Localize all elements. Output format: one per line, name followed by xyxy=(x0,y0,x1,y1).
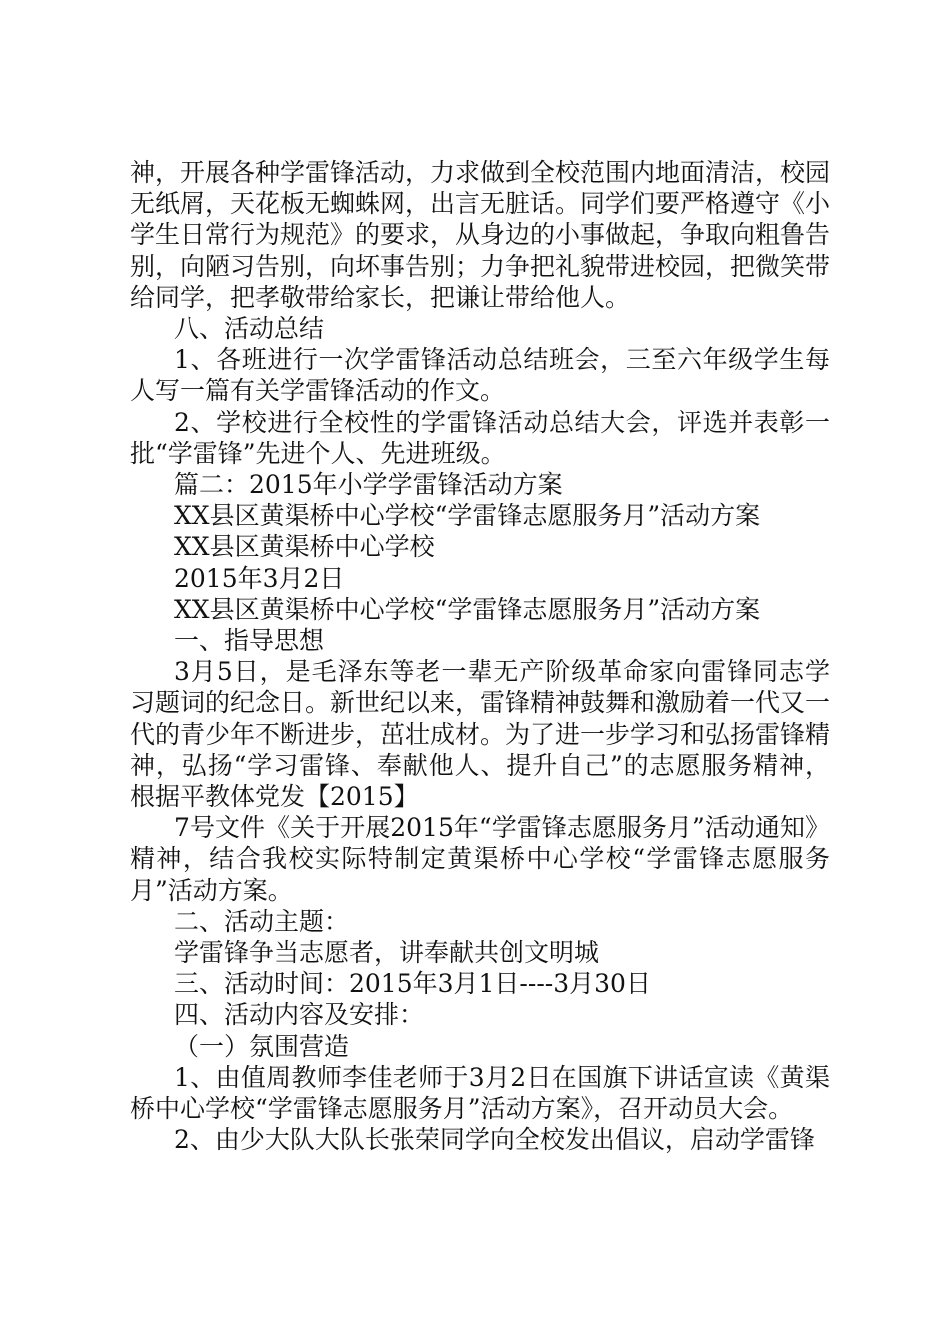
paragraph: 3月5日，是毛泽东等老一辈无产阶级革命家向雷锋同志学习题词的纪念日。新世纪以来，雷锋精神鼓舞和激励着一代又一代的青少年不断进步，茁壮成材。为了进一步学习和弘扬雷锋精神，弘扬“学习雷锋、奉献他人、提升自己”的志愿服务精神，根据平教体党发【2015】 xyxy=(130,657,831,812)
paragraph: 1、各班进行一次学雷锋活动总结班会，三至六年级学生每人写一篇有关学雷锋活动的作文。 xyxy=(130,345,830,406)
paragraph: 2、学校进行全校性的学雷锋活动总结大会，评选并表彰一批“学雷锋”先进个人、先进班级。 xyxy=(130,407,830,468)
document-body xyxy=(130,157,830,1156)
section-heading: 篇二：2015年小学学雷锋活动方案 xyxy=(174,470,563,500)
section-heading: 三、活动时间：2015年3月1日----3月30日 xyxy=(174,969,651,999)
paragraph: 1、由值周教师李佳老师于3月2日在国旗下讲话宣读《黄渠桥中心学校“学雷锋志愿服务月”活动方案》，召开动员大会。 xyxy=(130,1062,830,1124)
paragraph: 神，开展各种学雷锋活动，力求做到全校范围内地面清洁，校园无纸屑，天花板无蜘蛛网，出言无脏话。同学们要严格遵守《小学生日常行为规范》的要求，从身边的小事做起，争取向粗鲁告别，向陋习告别，向坏事告别；力争把礼貌带进校园，把微笑带给同学，把孝敬带给家长，把谦让带给他人。 xyxy=(130,158,831,312)
section-heading: 二、活动主题： xyxy=(174,906,350,936)
subsection-heading: （一）氛围营造 xyxy=(174,1031,350,1061)
document-date: 2015年3月2日 xyxy=(174,563,345,593)
section-heading: 一、指导思想 xyxy=(174,626,325,656)
document-title: XX县区黄渠桥中心学校“学雷锋志愿服务月”活动方案 xyxy=(174,594,761,624)
document-title: XX县区黄渠桥中心学校“学雷锋志愿服务月”活动方案 xyxy=(174,501,761,531)
paragraph: 2、由少大队大队长张荣同学向全校发出倡议，启动学雷锋 xyxy=(174,1125,815,1155)
document-author: XX县区黄渠桥中心学校 xyxy=(174,532,435,562)
section-heading: 四、活动内容及安排： xyxy=(174,1000,425,1030)
paragraph: 学雷锋争当志愿者，讲奉献共创文明城 xyxy=(174,938,600,968)
section-heading: 八、活动总结 xyxy=(174,314,325,344)
paragraph: 7号文件《关于开展2015年“学雷锋志愿服务月”活动通知》精神，结合我校实际特制定黄渠桥中心学校“学雷锋志愿服务月”活动方案。 xyxy=(130,813,830,905)
